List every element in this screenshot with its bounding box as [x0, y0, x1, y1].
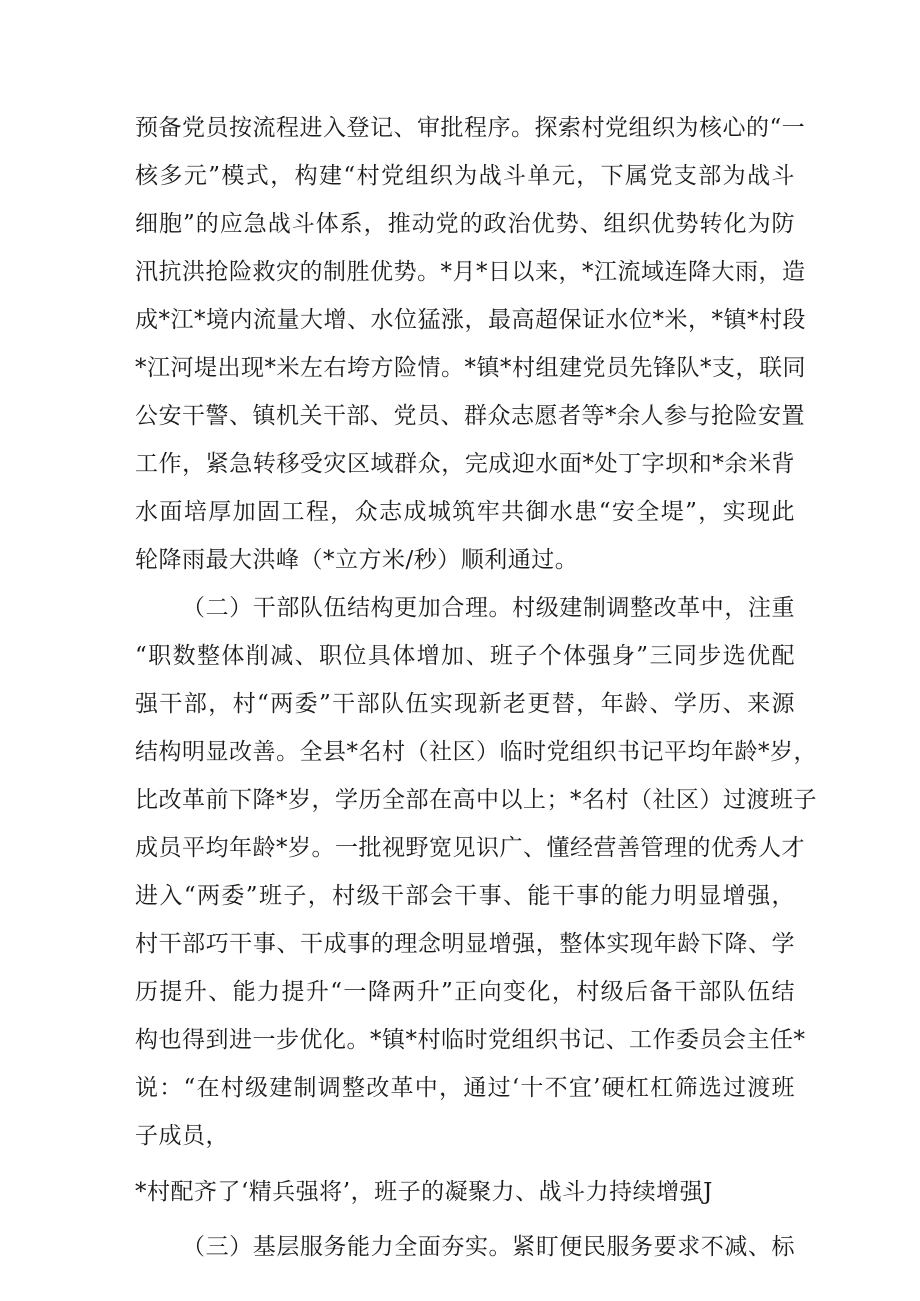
text-line: 预备党员按流程进入登记、审批程序。探索村党组织为核心的“一	[135, 115, 806, 141]
text-line: 构也得到进一步优化。*镇*村临时党组织书记、工作委员会主任*	[135, 1027, 806, 1053]
text-line: “职数整体削减、职位具体增加、班子个体强身”三同步选优配	[135, 643, 795, 669]
section-heading-line: （三）基层服务能力全面夯实。紧盯便民服务要求不减、标	[182, 1234, 795, 1260]
text-line: *村配齐了‘精兵强将’，班子的凝聚力、战斗力持续增强J	[135, 1179, 713, 1205]
text-line: 轮降雨最大洪峰（*立方米/秒）顺利通过。	[135, 547, 579, 573]
text-line: 历提升、能力提升“一降两升”正向变化，村级后备干部队伍结	[135, 979, 795, 1005]
text-line: 成*江*境内流量大增、水位猛涨，最高超保证水位*米，*镇*村段	[135, 307, 806, 333]
text-line: 工作，紧急转移受灾区域群众，完成迎水面*处丁字坝和*余米背	[135, 451, 795, 477]
text-line: 进入“两委”班子，村级干部会干事、能干事的能力明显增强，	[135, 883, 795, 909]
text-line: 成员平均年龄*岁。一批视野宽见识广、懂经营善管理的优秀人才	[135, 835, 805, 861]
section-heading-line: （二）干部队伍结构更加合理。村级建制调整改革中，注重	[182, 595, 795, 621]
text-line: 核多元”模式，构建“村党组织为战斗单元，下属党支部为战斗	[135, 163, 795, 189]
text-line: 水面培厚加固工程，众志成城筑牢共御水患“安全堤”，实现此	[135, 499, 795, 525]
text-line: 汛抗洪抢险救灾的制胜优势。*月*日以来，*江流域连降大雨，造	[135, 259, 806, 285]
text-line: 结构明显改善。全县*名村（社区）临时党组织书记平均年龄*岁，	[135, 739, 817, 765]
text-line: 强干部，村“两委”干部队伍实现新老更替，年龄、学历、来源	[135, 691, 795, 717]
text-line: 说：“在村级建制调整改革中，通过‘十不宜’硬杠杠筛选过渡班	[135, 1075, 795, 1101]
text-line: *江河堤出现*米左右垮方险情。*镇*村组建党员先锋队*支，联同	[135, 355, 806, 381]
text-line: 细胞”的应急战斗体系，推动党的政治优势、组织优势转化为防	[135, 211, 795, 237]
text-line: 子成员，	[135, 1123, 229, 1149]
text-line: 村干部巧干事、干成事的理念明显增强，整体实现年龄下降、学	[135, 931, 795, 957]
text-line: 公安干警、镇机关干部、党员、群众志愿者等*余人参与抢险安置	[135, 403, 805, 429]
text-line: 比改革前下降*岁，学历全部在高中以上；*名村（社区）过渡班子	[135, 787, 817, 813]
